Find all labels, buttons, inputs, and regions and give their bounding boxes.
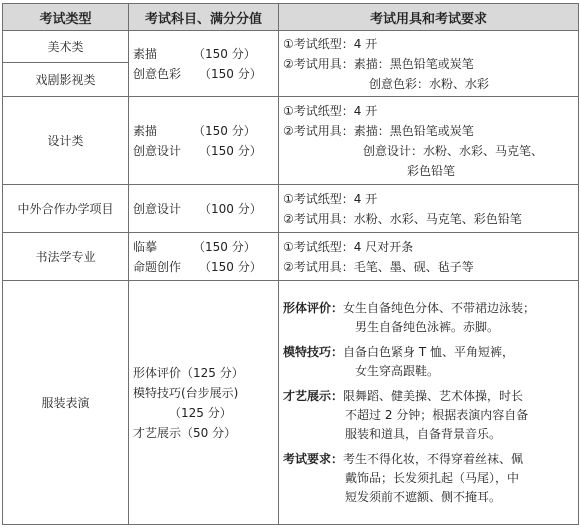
requirements-sheji [279, 97, 579, 185]
req-line: 创意设计：水粉、水彩、马克笔、 [363, 143, 544, 158]
req-line [283, 54, 574, 74]
req-line [283, 189, 574, 209]
subject-score: （150 分） [193, 46, 256, 61]
req-line [283, 257, 574, 277]
exam-type-shufa: 书法学专业 [3, 233, 129, 281]
requirements-fuzhuang [279, 281, 579, 525]
exam-type-xiju: 戏剧影视类 [3, 63, 129, 97]
req-line: 不超过 2 分钟；根据表演内容自备 [345, 407, 529, 422]
req-value: 4 开 [353, 36, 378, 51]
exam-type-zhongwai: 中外合作办学项目 [3, 185, 129, 233]
exam-type-fuzhuang: 服装表演 [3, 281, 129, 525]
req-value: 考生不得化妆，不得穿着丝袜、佩 [343, 451, 524, 466]
subject-score: （150 分） [199, 259, 262, 274]
requirements-zhongwai [279, 185, 579, 233]
req-value: 限舞蹈、健美操、艺术体操，时长 [343, 388, 524, 403]
req-line: 创意色彩：水粉、水彩 [369, 76, 490, 91]
subjects-shufa [129, 233, 279, 281]
req-line [283, 450, 574, 469]
subjects-sheji [129, 97, 279, 185]
req-label: ①考试纸型： [283, 36, 354, 51]
req-value: 4 尺对开条 [353, 239, 414, 254]
header-subject-score: 考试科目、满分分值 [129, 4, 279, 31]
subject-score: （150 分） [199, 143, 262, 158]
req-label: ①考试纸型： [283, 103, 354, 118]
req-value: 素描：黑色铅笔或炭笔 [353, 56, 474, 71]
subject-name: 临摹 [133, 239, 158, 254]
subject-name: 创意设计 [133, 143, 182, 158]
subjects-meishu [129, 31, 279, 97]
subject-name: 创意设计 [133, 201, 182, 216]
exam-requirements-table [2, 3, 579, 525]
header-tools-requirements: 考试用具和考试要求 [279, 4, 579, 31]
subject-name: 素描 [133, 46, 158, 61]
req-value: 4 开 [353, 191, 378, 206]
subjects-zhongwai [129, 185, 279, 233]
req-label: 考试要求： [283, 451, 344, 466]
requirements-meishu [279, 31, 579, 97]
req-line [283, 299, 574, 318]
req-line [283, 343, 574, 362]
header-exam-type: 考试类型 [3, 4, 129, 31]
req-line [283, 34, 574, 54]
req-label: ②考试用具： [283, 123, 354, 138]
subject-score: （125 分） [169, 405, 232, 420]
req-label: ②考试用具： [283, 56, 354, 71]
req-label: 形体评价： [283, 300, 344, 315]
req-label: ①考试纸型： [283, 191, 354, 206]
subject-item [133, 237, 274, 257]
req-line: 彩色铅笔 [407, 163, 456, 178]
subject-item [133, 141, 274, 161]
req-line [283, 209, 574, 229]
table-row-zhongwai [3, 185, 579, 233]
req-label: ②考试用具： [283, 211, 354, 226]
subject-item: 模特技巧(台步展示) [133, 385, 239, 400]
req-value: 自备白色紧身 T 恤、平角短裤， [343, 344, 514, 359]
subjects-fuzhuang [129, 281, 279, 525]
req-value: 女生自备纯色分体、不带裙边泳装； [343, 300, 536, 315]
subject-item [133, 44, 274, 64]
table-row-shufa [3, 233, 579, 281]
subject-item [133, 121, 274, 141]
req-line [283, 237, 574, 257]
req-line [283, 101, 574, 121]
req-value: 4 开 [353, 103, 378, 118]
exam-type-meishu: 美术类 [3, 31, 129, 63]
subject-item: 才艺展示（50 分） [133, 425, 237, 440]
subject-score: （150 分） [193, 123, 256, 138]
subject-item: 形体评价（125 分） [133, 365, 244, 380]
table-row-meishu [3, 31, 579, 63]
req-line: 短发须前不遮额、侧不掩耳。 [345, 489, 502, 504]
req-line: 男生自备纯色泳裤。赤脚。 [355, 319, 500, 334]
subject-item [133, 257, 274, 277]
table-row-fuzhuang [3, 281, 579, 525]
req-value: 水粉、水彩、马克笔、彩色铅笔 [353, 211, 522, 226]
requirements-shufa [279, 233, 579, 281]
subject-score: （150 分） [199, 66, 262, 81]
req-label: 才艺展示： [283, 388, 344, 403]
subject-score: （150 分） [193, 239, 256, 254]
req-label: 模特技巧： [283, 344, 344, 359]
subject-score: （100 分） [199, 201, 262, 216]
req-label: ①考试纸型： [283, 239, 354, 254]
req-line: 服装和道具，自备背景音乐。 [345, 426, 502, 441]
subject-name: 创意色彩 [133, 66, 182, 81]
req-line [283, 387, 574, 406]
req-line: 女生穿高跟鞋。 [355, 363, 440, 378]
subject-name: 命题创作 [133, 259, 182, 274]
table-row-sheji [3, 97, 579, 185]
exam-type-sheji: 设计类 [3, 97, 129, 185]
req-label: ②考试用具： [283, 259, 354, 274]
req-value: 素描：黑色铅笔或炭笔 [353, 123, 474, 138]
subject-item [133, 64, 274, 84]
header-row [3, 4, 579, 31]
req-line [283, 121, 574, 141]
subject-item [133, 199, 274, 219]
req-line: 戴饰品；长发须扎起（马尾），中 [345, 470, 520, 485]
subject-name: 素描 [133, 123, 158, 138]
req-value: 毛笔、墨、砚、毡子等 [353, 259, 474, 274]
